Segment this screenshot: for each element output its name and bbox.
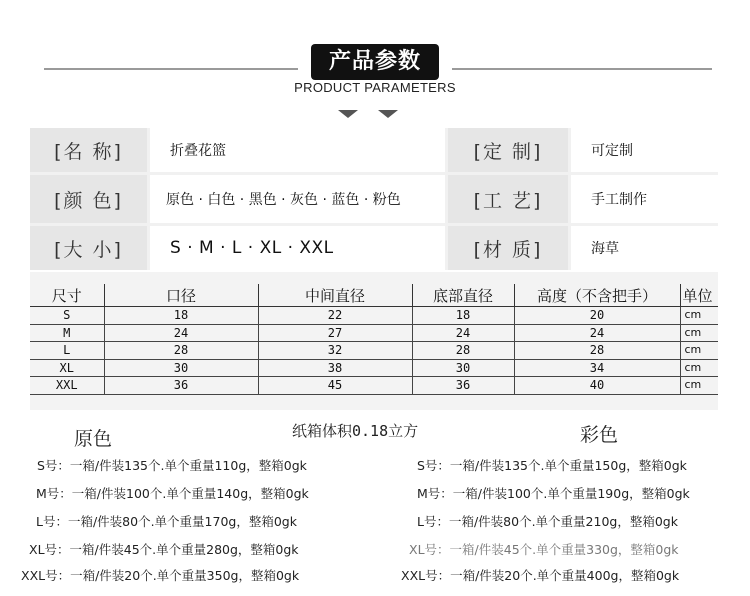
cell: 38 xyxy=(258,359,412,377)
param-value: S · M · L · XL · XXL xyxy=(150,226,445,270)
right-heading: 彩色 xyxy=(580,424,619,446)
cell: 45 xyxy=(258,377,412,395)
cell: 22 xyxy=(258,307,412,325)
cell: 18 xyxy=(412,307,514,325)
page-subtitle: PRODUCT PARAMETERS xyxy=(294,80,456,95)
cell: cm xyxy=(680,324,718,342)
param-row-name xyxy=(30,128,718,172)
cell: 18 xyxy=(104,307,258,325)
packing-line-right: XL号：一箱/件装45个.单个重量330g，整箱0gk xyxy=(409,542,679,557)
table-row xyxy=(30,307,718,325)
cell: 20 xyxy=(514,307,680,325)
table-row xyxy=(30,359,718,377)
carton-volume: 纸箱体积0.18立方 xyxy=(292,422,419,440)
cell: 36 xyxy=(412,377,514,395)
cell: L xyxy=(30,342,104,360)
param-value-2: 手工制作 xyxy=(571,175,718,223)
param-label-2: [材 质] xyxy=(448,226,568,270)
size-table-header xyxy=(30,284,718,307)
param-label: [大 小] xyxy=(30,226,147,270)
cell: 24 xyxy=(412,324,514,342)
packing-line-left: L号：一箱/件装80个.单个重量170g，整箱0gk xyxy=(36,514,297,529)
cell: 30 xyxy=(104,359,258,377)
table-row xyxy=(30,324,718,342)
left-heading: 原色 xyxy=(74,428,113,450)
col-header: 底部直径 xyxy=(412,284,514,307)
cell: XXL xyxy=(30,377,104,395)
cell: 27 xyxy=(258,324,412,342)
cell: 24 xyxy=(514,324,680,342)
cell: cm xyxy=(680,359,718,377)
cell: 34 xyxy=(514,359,680,377)
header-rule-right xyxy=(452,68,712,70)
cell: 32 xyxy=(258,342,412,360)
param-value: 折叠花篮 xyxy=(150,128,445,172)
param-value: 原色 · 白色 · 黑色 · 灰色 · 蓝色 · 粉色 xyxy=(150,175,445,223)
col-header: 单位 xyxy=(680,284,718,307)
cell: cm xyxy=(680,377,718,395)
packing-line-left: S号：一箱/件装135个.单个重量110g，整箱0gk xyxy=(37,458,307,473)
col-header: 口径 xyxy=(104,284,258,307)
param-value-2: 可定制 xyxy=(571,128,718,172)
size-table xyxy=(30,284,718,395)
cell: S xyxy=(30,307,104,325)
deco-triangle-right xyxy=(378,110,398,118)
packing-line-right: XXL号：一箱/件装20个.单个重量400g，整箱0gk xyxy=(401,568,680,583)
cell: 30 xyxy=(412,359,514,377)
header-rule-left xyxy=(44,68,298,70)
packing-line-left: XL号：一箱/件装45个.单个重量280g，整箱0gk xyxy=(29,542,299,557)
cell: 28 xyxy=(104,342,258,360)
params-grid xyxy=(30,128,718,270)
table-row xyxy=(30,377,718,395)
param-label-2: [工 艺] xyxy=(448,175,568,223)
cell: XL xyxy=(30,359,104,377)
col-header: 尺寸 xyxy=(30,284,104,307)
cell: 40 xyxy=(514,377,680,395)
packing-line-right: L号：一箱/件装80个.单个重量210g，整箱0gk xyxy=(417,514,678,529)
cell: 24 xyxy=(104,324,258,342)
param-row-color xyxy=(30,175,718,223)
packing-line-right: M号：一箱/件装100个.单个重量190g，整箱0gk xyxy=(417,486,690,501)
col-header: 高度（不含把手） xyxy=(514,284,680,307)
cell: cm xyxy=(680,307,718,325)
packing-line-left: XXL号：一箱/件装20个.单个重量350g，整箱0gk xyxy=(21,568,300,583)
cell: cm xyxy=(680,342,718,360)
page-title: 产品参数 xyxy=(311,44,439,80)
deco-triangle-left xyxy=(338,110,358,118)
param-label: [名 称] xyxy=(30,128,147,172)
col-header: 中间直径 xyxy=(258,284,412,307)
table-row xyxy=(30,342,718,360)
cell: 28 xyxy=(514,342,680,360)
packing-line-right: S号：一箱/件装135个.单个重量150g，整箱0gk xyxy=(417,458,687,473)
param-value-2: 海草 xyxy=(571,226,718,270)
param-label-2: [定 制] xyxy=(448,128,568,172)
cell: 28 xyxy=(412,342,514,360)
packing-line-left: M号：一箱/件装100个.单个重量140g，整箱0gk xyxy=(36,486,309,501)
param-row-size xyxy=(30,226,718,270)
cell: 36 xyxy=(104,377,258,395)
size-table-panel xyxy=(30,272,718,410)
param-label: [颜 色] xyxy=(30,175,147,223)
cell: M xyxy=(30,324,104,342)
